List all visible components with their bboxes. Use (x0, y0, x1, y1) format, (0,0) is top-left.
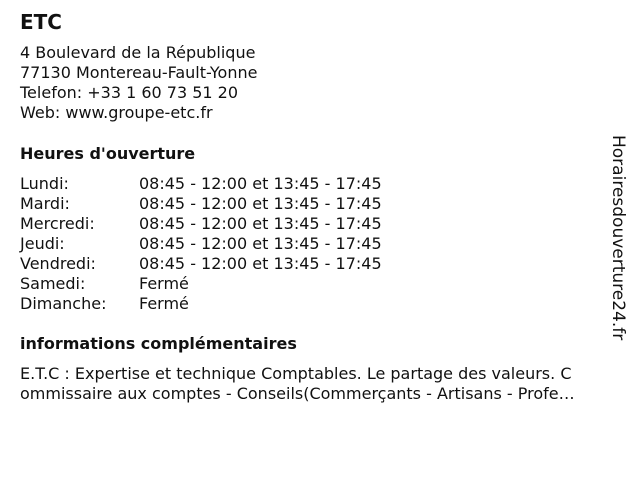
info-line-2: ommissaire aux comptes - Conseils(Commerçants - Artisans - Profe… (20, 384, 575, 403)
additional-info-title: informations complémentaires (20, 334, 297, 353)
hours-row (20, 294, 382, 314)
hours-row (20, 174, 382, 194)
hours-time: 08:45 - 12:00 et 13:45 - 17:45 (139, 214, 382, 233)
hours-row (20, 254, 382, 274)
address-line-street: 4 Boulevard de la République (20, 43, 256, 62)
opening-hours-title: Heures d'ouverture (20, 144, 196, 163)
watermark-text: Horairesdouverture24.fr (608, 135, 628, 341)
hours-row (20, 274, 382, 294)
hours-row (20, 234, 382, 254)
hours-day: Jeudi: (20, 234, 65, 253)
hours-time: Fermé (139, 274, 189, 293)
hours-time: 08:45 - 12:00 et 13:45 - 17:45 (139, 254, 382, 273)
website-link: Web: www.groupe-etc.fr (20, 103, 213, 122)
info-line-1: E.T.C : Expertise et technique Comptables. Le partage des valeurs. C (20, 364, 572, 383)
hours-day: Vendredi: (20, 254, 96, 273)
business-name: ETC (20, 10, 62, 34)
opening-hours-table (20, 174, 382, 314)
hours-time: 08:45 - 12:00 et 13:45 - 17:45 (139, 174, 382, 193)
hours-time: 08:45 - 12:00 et 13:45 - 17:45 (139, 234, 382, 253)
hours-day: Mardi: (20, 194, 70, 213)
additional-info-text (20, 364, 638, 404)
hours-day: Dimanche: (20, 294, 107, 313)
hours-day: Lundi: (20, 174, 69, 193)
address-line-city: 77130 Montereau-Fault-Yonne (20, 63, 258, 82)
hours-day: Samedi: (20, 274, 86, 293)
hours-time: Fermé (139, 294, 189, 313)
phone-number: Telefon: +33 1 60 73 51 20 (20, 83, 239, 102)
hours-row (20, 214, 382, 234)
hours-time: 08:45 - 12:00 et 13:45 - 17:45 (139, 194, 382, 213)
hours-row (20, 194, 382, 214)
hours-day: Mercredi: (20, 214, 95, 233)
business-address-block (20, 43, 257, 123)
watermark (600, 134, 636, 342)
